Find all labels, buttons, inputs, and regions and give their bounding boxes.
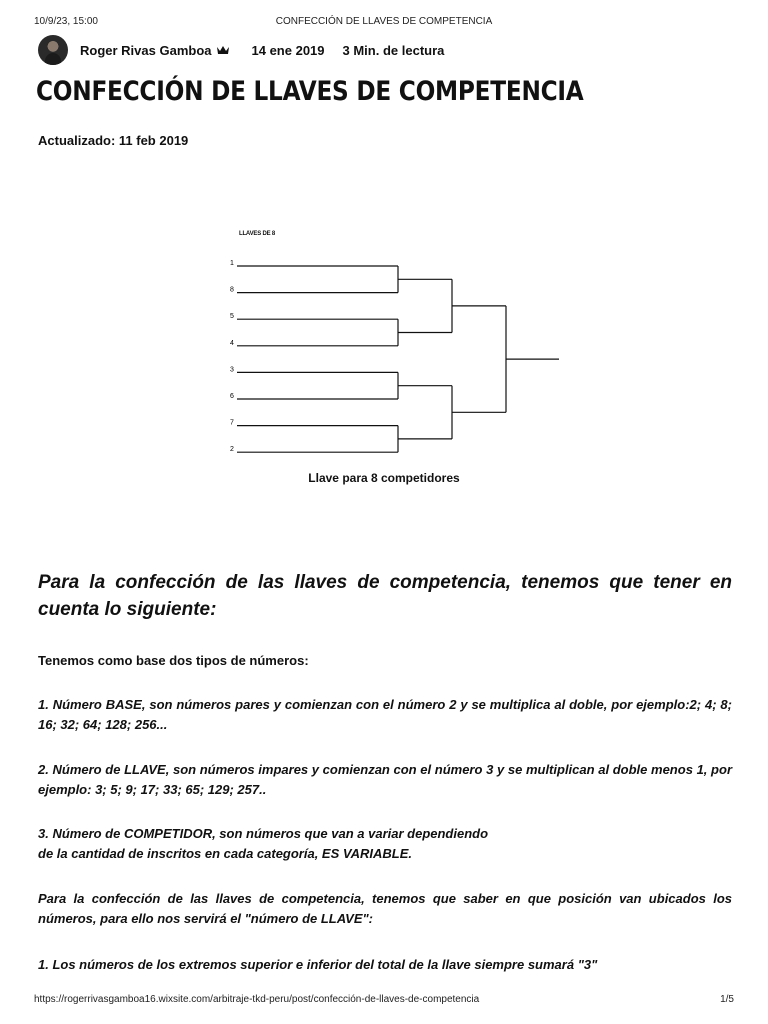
paragraph-numero-llave: 2. Número de LLAVE, son números impares y comienzan con el número 3 y se multiplican al doble menos 1, por ejemplo: 3; 5; 9; 17; 33; 65; 129; 257.. (38, 762, 732, 797)
post-date: 14 ene 2019 (251, 42, 325, 58)
seed-number: 1 (230, 260, 234, 267)
print-header (0, 16, 768, 30)
crown-icon (216, 45, 230, 55)
page-number: 1/5 (720, 994, 734, 1005)
author-row (38, 35, 444, 65)
bracket-figure (226, 222, 566, 462)
figure-caption: Llave para 8 competidores (308, 471, 460, 485)
page-url: https://rogerrivasgamboa16.wixsite.com/arbitraje-tkd-peru/post/confección-de-llaves-de-competencia (34, 994, 480, 1005)
author-name[interactable]: Roger Rivas Gamboa (80, 42, 212, 58)
seed-number: 4 (230, 339, 234, 347)
seed-number: 3 (230, 366, 234, 374)
seed-number: 7 (230, 419, 234, 427)
paragraph-competidor-line2: de la cantidad de inscritos en cada categoría, ES VARIABLE. (38, 846, 412, 861)
paragraph-competidor-line1: 3. Número de COMPETIDOR, son números que van a variar dependiendo (38, 826, 489, 841)
avatar[interactable] (38, 35, 68, 65)
paragraph-numero-base: 1. Número BASE, son números pares y comienzan con el número 2 y se multiplica al doble, por ejemplo:2; 4; 8; 16; 32; 64; 128; 256... (38, 697, 732, 732)
seed-number: 2 (230, 446, 234, 454)
updated-date: Actualizado: 11 feb 2019 (38, 133, 189, 148)
seed-number: 8 (230, 286, 234, 294)
lead-heading: Para la confección de las llaves de competencia, tenemos que tener en cuenta lo siguiente: (38, 572, 732, 620)
post-title: CONFECCIÓN DE LLAVES DE COMPETENCIA (36, 76, 584, 107)
seed-number: 5 (230, 313, 234, 321)
print-footer (0, 994, 768, 1006)
seed-number: 6 (230, 393, 234, 400)
print-page-title: CONFECCIÓN DE LLAVES DE COMPETENCIA (275, 16, 493, 27)
paragraph-regla-1: 1. Los números de los extremos superior e inferior del total de la llave siempre sumará "3" (38, 957, 598, 972)
paragraph-base-types: Tenemos como base dos tipos de números: (38, 653, 309, 668)
print-date: 10/9/23, 15:00 (34, 16, 98, 27)
paragraph-posicion: Para la confección de las llaves de competencia, tenemos que saber en que posición van ubicados los números, para ello nos servirá el "número de LLAVE": (38, 891, 732, 926)
bracket-label: LLAVES DE 8 (239, 231, 276, 237)
bracket-diagram (226, 222, 566, 462)
paragraph-numero-competidor (38, 824, 732, 864)
read-time: 3 Min. de lectura (342, 42, 445, 58)
